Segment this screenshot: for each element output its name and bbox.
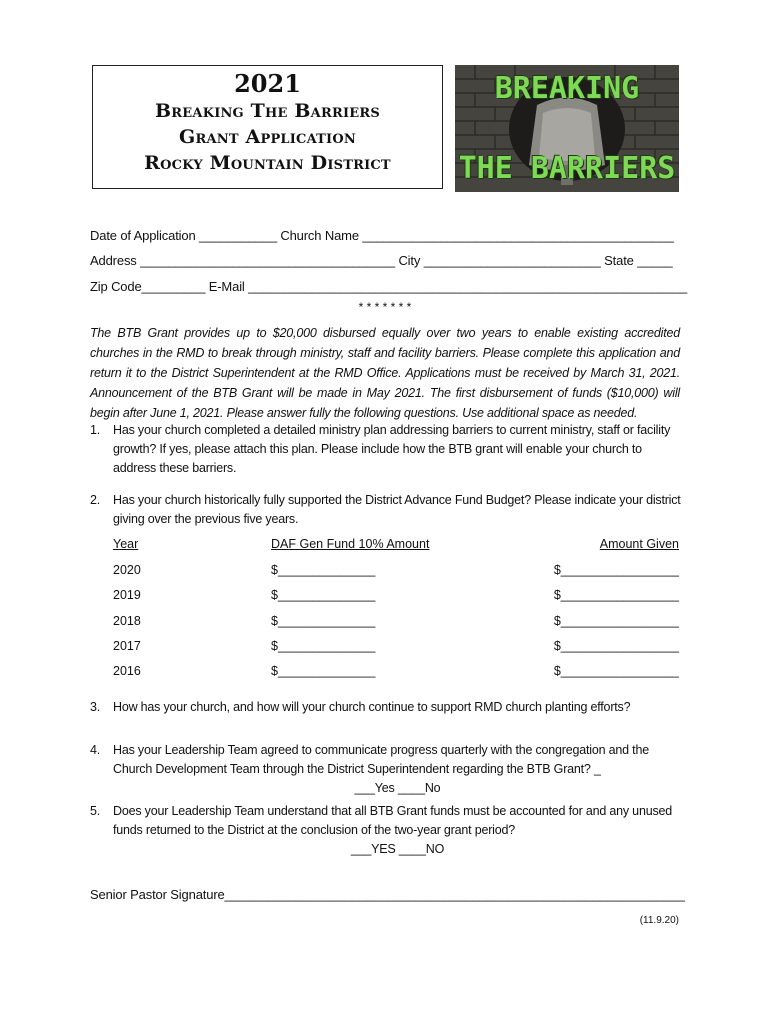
banner-title-bottom: THE BARRIERS xyxy=(458,151,676,186)
question-number: 4. xyxy=(90,743,101,757)
row-given-field[interactable]: $_________________ xyxy=(553,639,679,653)
table-row xyxy=(113,664,679,682)
row-year: 2020 xyxy=(113,563,141,577)
header-daf-amount: DAF Gen Fund 10% Amount xyxy=(271,537,430,551)
breaking-barriers-banner xyxy=(455,65,679,192)
title-year: 2021 xyxy=(234,69,301,98)
question-text: How has your church, and how will your church continue to support RMD church planting efforts? xyxy=(113,700,631,714)
zip-email-field[interactable]: Zip Code_________ E-Mail ______________________________________________________________ xyxy=(90,279,688,294)
title-district: Rocky Mountain District xyxy=(144,152,391,174)
question-text: Has your church historically fully supported the District Advance Fund Budget? Please indicate your district giving over the previous five years. xyxy=(113,493,681,526)
date-church-field[interactable]: Date of Application ___________ Church Name ____________________________________________ xyxy=(90,228,674,243)
title-box xyxy=(92,65,443,189)
intro-paragraph: The BTB Grant provides up to $20,000 disbursed equally over two years to enable existing accredited churches in the RMD to break through ministry, staff and facility barriers. Please complete this application and return it to the District Superintendent at the RMD Office. Applications must be received by March 31, 2021. Announcement of the BTB Grant will be made in May 2021. The first disbursement of funds ($10,000) will begin after June 1, 2021. Please answer fully the following questions. Use additional space as needed. xyxy=(90,326,680,420)
yes-no-answer[interactable]: ___YES ____NO xyxy=(350,842,445,856)
question-number: 3. xyxy=(90,700,101,714)
row-given-field[interactable]: $_________________ xyxy=(553,664,679,678)
revision-date: (11.9.20) xyxy=(639,915,679,926)
banner-title-top: BREAKING xyxy=(494,71,640,106)
row-year: 2018 xyxy=(113,614,141,628)
row-daf-field[interactable]: $______________ xyxy=(271,563,376,577)
question-number: 2. xyxy=(90,493,101,507)
row-daf-field[interactable]: $______________ xyxy=(271,664,376,678)
question-text: Does your Leadership Team understand that all BTB Grant funds must be accounted for and any unused funds returned to the District at the conclusion of the two-year grant period? xyxy=(113,804,672,837)
section-separator: * * * * * * * xyxy=(358,300,412,314)
question-2 xyxy=(90,491,682,529)
table-row xyxy=(113,614,679,632)
row-given-field[interactable]: $_________________ xyxy=(553,614,679,628)
row-year: 2016 xyxy=(113,664,141,678)
question-4 xyxy=(90,741,682,798)
row-given-field[interactable]: $_________________ xyxy=(553,563,679,577)
table-row xyxy=(113,563,679,581)
question-number: 1. xyxy=(90,423,101,437)
senior-pastor-signature-field[interactable]: Senior Pastor Signature_________________________________________________________________ xyxy=(90,887,685,902)
address-city-state-field[interactable]: Address ____________________________________ City _________________________ State _____ xyxy=(90,253,673,268)
row-daf-field[interactable]: $______________ xyxy=(271,614,376,628)
question-3 xyxy=(90,698,682,717)
row-year: 2017 xyxy=(113,639,141,653)
yes-no-answer[interactable]: ___Yes ____No xyxy=(354,781,441,795)
question-5 xyxy=(90,802,682,859)
header-year: Year xyxy=(113,537,139,551)
giving-table-header xyxy=(113,537,679,555)
question-number: 5. xyxy=(90,804,101,818)
row-given-field[interactable]: $_________________ xyxy=(553,588,679,602)
title-program: Breaking The Barriers xyxy=(155,100,380,122)
table-row xyxy=(113,639,679,657)
question-text: Has your church completed a detailed ministry plan addressing barriers to current ministry, staff or facility growth? If yes, please attach this plan. Please include how the BTB grant will enable your church to address these barriers. xyxy=(113,423,671,475)
row-daf-field[interactable]: $______________ xyxy=(271,639,376,653)
row-year: 2019 xyxy=(113,588,141,602)
question-text: Has your Leadership Team agreed to communicate progress quarterly with the congregation and the Church Development Team through the District Superintendent regarding the BTB Grant? _ xyxy=(113,743,649,776)
header-amount-given: Amount Given xyxy=(599,537,679,551)
title-form: Grant Application xyxy=(179,126,356,148)
row-daf-field[interactable]: $______________ xyxy=(271,588,376,602)
table-row xyxy=(113,588,679,606)
question-1 xyxy=(90,421,682,478)
